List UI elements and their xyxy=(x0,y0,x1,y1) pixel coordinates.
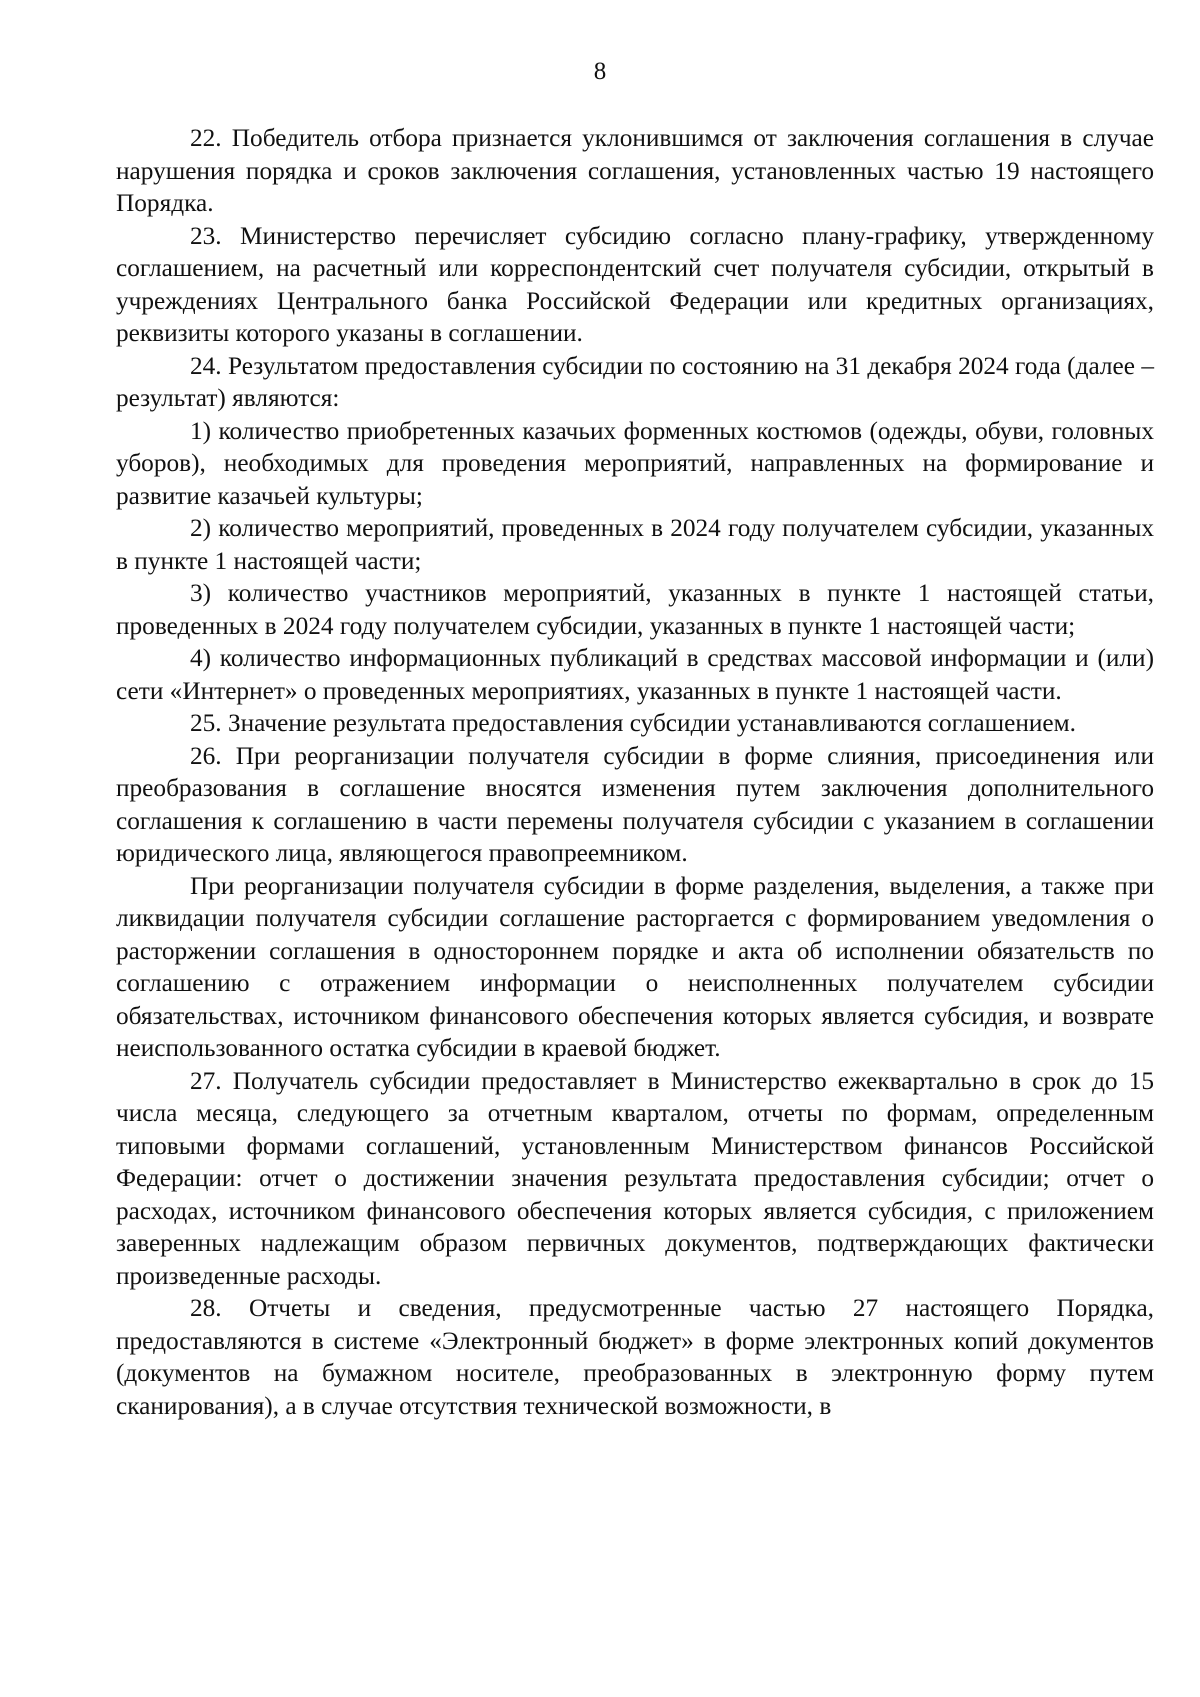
page-number: 8 xyxy=(593,58,607,85)
paragraph-26-continued: При реорганизации получателя субсидии в форме разделения, выделения, а также при ликвидации получателя субсидии соглашение расторгается с формированием уведомления о расторжении соглашения в одностороннем порядке и акта об исполнении обязательств по соглашению с отражением информации о неисполненных получателем субсидии обязательствах, источником финансового обеспечения которых является субсидия, и возврате неиспользованного остатка субсидии в краевой бюджет. xyxy=(116,871,1154,1062)
paragraph-24-item-1: 1) количество приобретенных казачьих форменных костюмов (одежды, обуви, головных уборов), необходимых для проведения мероприятий, направленных на формирование и развитие казачьей культуры; xyxy=(116,416,1154,510)
paragraph-24: 24. Результатом предоставления субсидии по состоянию на 31 декабря 2024 года (далее – результат) являются: xyxy=(116,351,1154,412)
document-body xyxy=(116,122,1154,1422)
paragraph-26: 26. При реорганизации получателя субсидии в форме слияния, присоединения или преобразования в соглашение вносятся изменения путем заключения дополнительного соглашения к соглашению в части перемены получателя субсидии с указанием в соглашении юридического лица, являющегося правопреемником. xyxy=(116,741,1154,867)
paragraph-24-item-4: 4) количество информационных публикаций в средствах массовой информации и (или) сети «Интернет» о проведенных мероприятиях, указанных в пункте 1 настоящей части. xyxy=(116,644,1154,705)
paragraph-23: 23. Министерство перечисляет субсидию согласно плану-графику, утвержденному соглашением, на расчетный или корреспондентский счет получателя субсидии, открытый в учреждениях Центрального банка Российской Федерации или кредитных организациях, реквизиты которого указаны в соглашении. xyxy=(116,221,1154,347)
paragraph-25: 25. Значение результата предоставления субсидии устанавливаются соглашением. xyxy=(190,709,1076,737)
paragraph-27: 27. Получатель субсидии предоставляет в Министерство ежеквартально в срок до 15 числа месяца, следующего за отчетным кварталом, отчеты по формам, определенным типовыми формами соглашений, установленным Министерством финансов Российской Федерации: отчет о достижении значения результата предоставления субсидии; отчет о расходах, источником финансового обеспечения которых является субсидия, с приложением заверенных надлежащим образом первичных документов, подтверждающих фактически произведенные расходы. xyxy=(116,1066,1154,1290)
paragraph-22: 22. Победитель отбора признается уклонившимся от заключения соглашения в случае нарушения порядка и сроков заключения соглашения, установленных частью 19 настоящего Порядка. xyxy=(116,124,1154,217)
paragraph-28: 28. Отчеты и сведения, предусмотренные частью 27 настоящего Порядка, предоставляются в системе «Электронный бюджет» в форме электронных копий документов (документов на бумажном носителе, преобразованных в электронную форму путем сканирования), а в случае отсутствия технической возможности, в xyxy=(116,1294,1154,1420)
paragraph-24-item-2: 2) количество мероприятий, проведенных в 2024 году получателем субсидии, указанных в пункте 1 настоящей части; xyxy=(116,514,1154,575)
paragraph-24-item-3: 3) количество участников мероприятий, указанных в пункте 1 настоящей статьи, проведенных в 2024 году получателем субсидии, указанных в пункте 1 настоящей части; xyxy=(116,579,1154,640)
